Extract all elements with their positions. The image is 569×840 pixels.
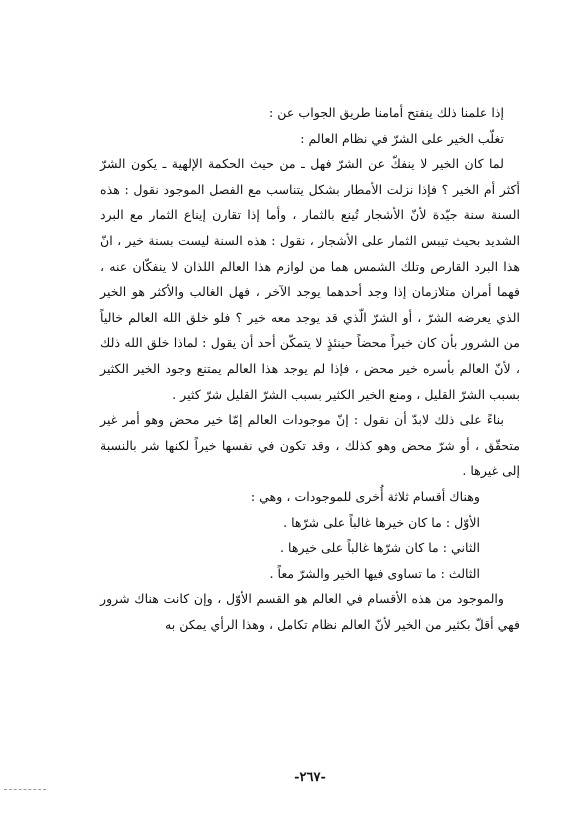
list-item-third: الثالث : ما تساوى فيها الخير والشرّ معاً . xyxy=(269,565,480,581)
page-number: -٢٦٧- xyxy=(294,770,326,785)
list-item-second: الثاني : ما كان شرّها غالباً على خيرها . xyxy=(280,540,480,556)
paragraph-divisions-intro: وهناك أقسام ثلاثة أُخرى للموجودات ، وهي : xyxy=(250,488,480,504)
paragraph-intro: إذا علمنا ذلك ينفتح أمامنا طريق الجواب عن : xyxy=(268,105,504,120)
paragraph-final: والموجود من هذه الأقسام في العالم هو القسم الأوّل ، وإن كانت هناك شرور فهي أقلّ بكثير من الخير لأنّ العالم نظام تكامل ، وهذا الرأي يمكن به xyxy=(100,591,520,632)
paragraph-main: لما كان الخير لا ينفكّ عن الشرّ فهل ـ من حيث الحكمة الإلهية ـ يكون الشرّ أكثر أم الخير ؟ فإذا نزلت الأمطار بشكل يتناسب مع الفصل الموجود نقول : هذه السنة سنة جيّدة لأنّ الأشجار تُينع بالثمار ، وأما إذا تقارن إيناع الثمار مع البرد الشديد بحيث تيبس الثمار على الأشجار ، نقول : هذه السنة ليست بسنة خير ، انّ هذا البرد القارص وتلك الشمس هما من لوازم هذا العالم اللذان لا ينفكّان عنه ، فهما أمران متلازمان إذا وجد أحدهما يوجد الآخر ، فهل الغالب والأكثر هو الخير الذي يعرضه الشرّ ، أو الشرّ الّذي قد يوجد معه خير ؟ فلو خلق الله العالم خالياً من الشرور بأن كان خيراً محضاً حينئذٍ لا يتمكّن أحد أن يقول : لماذا خلق الله ذلك ، لأنّ العالم بأسره خير محض ، فإذا لم يوجد هذا العالم يمتنع وجود الخير الكثير بسبب الشرّ القليل ، ومنع الخير الكثير بسبب الشرّ القليل شرّ كثير . xyxy=(100,156,520,402)
list-item-first: الأوّل : ما كان خيرها غالباً على شرّها . xyxy=(283,514,480,530)
edge-mark xyxy=(4,789,46,790)
body-text xyxy=(100,100,520,637)
section-heading: تغلّب الخير على الشرّ في نظام العالم : xyxy=(300,130,504,146)
paragraph-conclusion: بناءً على ذلك لابدّ أن نقول : إنّ موجودات العالم إمّا خير محض وهو أمر غير متحقّق ، أو شرّ محض وهو كذلك ، وقد تكون في نفسها خيراً لكنها شر بالنسبة إلى غيرها . xyxy=(100,412,520,479)
